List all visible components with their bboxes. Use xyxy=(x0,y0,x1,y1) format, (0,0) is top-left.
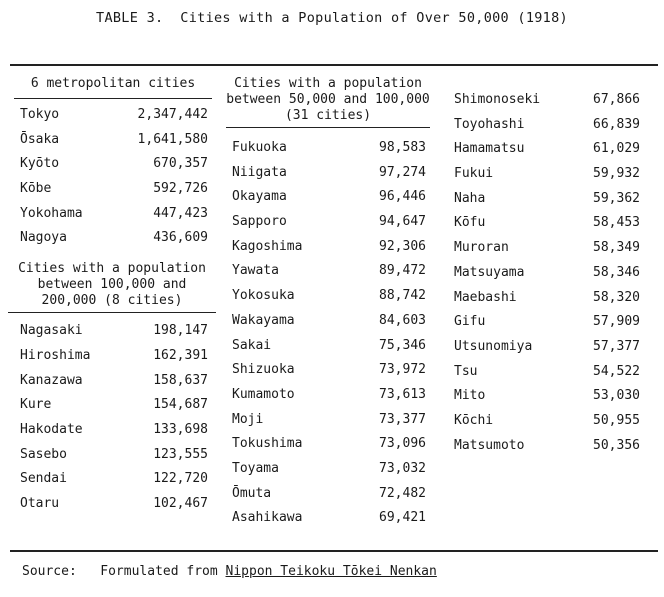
city-name: Kagoshima xyxy=(232,238,303,254)
population-value: 436,609 xyxy=(153,230,208,246)
city-name: Ōsaka xyxy=(20,131,60,147)
population-value: 73,613 xyxy=(379,386,426,402)
city-name: Shizuoka xyxy=(232,362,295,378)
city-name: Moji xyxy=(232,411,264,427)
column-right xyxy=(448,64,644,458)
population-value: 72,482 xyxy=(379,485,426,501)
population-value: 447,423 xyxy=(153,205,208,221)
city-name: Maebashi xyxy=(454,289,517,305)
city-name: Toyama xyxy=(232,460,279,476)
population-value: 92,306 xyxy=(379,238,426,254)
table-row xyxy=(226,358,430,383)
city-name: Asahikawa xyxy=(232,510,303,526)
population-value: 75,346 xyxy=(379,337,426,353)
table-row xyxy=(14,492,212,517)
city-name: Naha xyxy=(454,190,486,206)
city-name: Sendai xyxy=(20,471,67,487)
city-name: Yokohama xyxy=(20,205,83,221)
small-list-b xyxy=(448,88,644,458)
population-value: 57,909 xyxy=(593,314,640,330)
population-value: 1,641,580 xyxy=(137,131,208,147)
city-name: Sapporo xyxy=(232,214,287,230)
city-name: Kure xyxy=(20,397,52,413)
table-row xyxy=(226,284,430,309)
table-row xyxy=(448,409,644,434)
population-value: 50,356 xyxy=(593,437,640,453)
table-row xyxy=(226,136,430,161)
table-row xyxy=(14,319,212,344)
city-name: Kumamoto xyxy=(232,386,295,402)
population-value: 122,720 xyxy=(153,471,208,487)
population-value: 57,377 xyxy=(593,338,640,354)
metropolitan-heading xyxy=(14,73,212,99)
population-value: 198,147 xyxy=(153,323,208,339)
city-name: Ōmuta xyxy=(232,485,272,501)
table-row xyxy=(14,152,212,177)
table-row xyxy=(226,235,430,260)
city-name: Nagasaki xyxy=(20,323,83,339)
city-name: Gifu xyxy=(454,314,486,330)
population-value: 88,742 xyxy=(379,288,426,304)
city-name: Kanazawa xyxy=(20,372,83,388)
table-row xyxy=(448,88,644,113)
column-middle xyxy=(226,64,430,531)
population-value: 61,029 xyxy=(593,141,640,157)
city-name: Kōfu xyxy=(454,215,486,231)
city-name: Okayama xyxy=(232,189,287,205)
population-value: 50,955 xyxy=(593,412,640,428)
population-value: 59,932 xyxy=(593,166,640,182)
table-row xyxy=(14,467,212,492)
population-value: 96,446 xyxy=(379,189,426,205)
table-row xyxy=(14,418,212,443)
city-name: Kōchi xyxy=(454,412,494,428)
population-value: 98,583 xyxy=(379,140,426,155)
population-value: 133,698 xyxy=(153,421,208,437)
mid-heading-text: Cities with a population between 100,000 and 200,000 (8 cities) xyxy=(18,261,206,309)
city-name: Utsunomiya xyxy=(454,338,533,354)
table-row xyxy=(448,162,644,187)
table-row xyxy=(448,360,644,385)
city-name: Kyōto xyxy=(20,156,60,172)
source-label: Source: xyxy=(22,564,77,579)
table-row xyxy=(14,202,212,227)
city-name: Nagoya xyxy=(20,230,67,246)
metropolitan-list xyxy=(14,103,212,251)
table-row xyxy=(448,384,644,409)
population-value: 162,391 xyxy=(153,347,208,363)
table-row xyxy=(226,185,430,210)
population-value: 58,349 xyxy=(593,240,640,256)
table-row xyxy=(14,177,212,202)
population-value: 154,687 xyxy=(153,397,208,413)
population-value: 73,972 xyxy=(379,362,426,378)
table-row xyxy=(14,226,212,251)
city-name: Tokyo xyxy=(20,107,60,122)
table-row xyxy=(14,369,212,394)
table-row xyxy=(448,261,644,286)
table-row xyxy=(226,383,430,408)
table-row xyxy=(226,432,430,457)
table-row xyxy=(448,335,644,360)
city-name: Hiroshima xyxy=(20,347,91,363)
population-value: 2,347,442 xyxy=(137,107,208,122)
city-name: Shimonoseki xyxy=(454,92,541,107)
table-row xyxy=(226,408,430,433)
population-value: 102,467 xyxy=(153,495,208,511)
population-value: 66,839 xyxy=(593,116,640,132)
table-row xyxy=(226,457,430,482)
city-name: Hamamatsu xyxy=(454,141,525,157)
population-value: 53,030 xyxy=(593,388,640,404)
source-note xyxy=(22,564,437,579)
city-name: Fukuoka xyxy=(232,140,287,155)
table-row xyxy=(14,344,212,369)
mid-list xyxy=(14,319,212,517)
table-row xyxy=(448,211,644,236)
table-title: TABLE 3. Cities with a Population of Over 50,000 (1918) xyxy=(96,10,568,26)
table-row xyxy=(226,309,430,334)
city-name: Kōbe xyxy=(20,181,52,197)
table-row xyxy=(448,137,644,162)
table-row xyxy=(14,128,212,153)
table-row xyxy=(14,103,212,128)
city-name: Sasebo xyxy=(20,446,67,462)
table-row xyxy=(226,334,430,359)
table-row xyxy=(448,236,644,261)
population-value: 670,357 xyxy=(153,156,208,172)
population-value: 94,647 xyxy=(379,214,426,230)
source-book: Nippon Teikoku Tōkei Nenkan xyxy=(225,564,437,579)
small-list-a xyxy=(226,136,430,531)
city-name: Muroran xyxy=(454,240,509,256)
city-name: Hakodate xyxy=(20,421,83,437)
column-left xyxy=(14,64,212,517)
population-value: 84,603 xyxy=(379,312,426,328)
table-row xyxy=(226,259,430,284)
city-name: Tokushima xyxy=(232,436,303,452)
small-heading xyxy=(226,76,430,128)
table-row xyxy=(226,210,430,235)
population-value: 592,726 xyxy=(153,181,208,197)
table-row xyxy=(448,286,644,311)
population-value: 73,377 xyxy=(379,411,426,427)
population-value: 123,555 xyxy=(153,446,208,462)
population-value: 54,522 xyxy=(593,363,640,379)
table-row xyxy=(448,113,644,138)
city-name: Matsumoto xyxy=(454,437,525,453)
city-name: Sakai xyxy=(232,337,272,353)
table-row xyxy=(448,434,644,459)
city-name: Niigata xyxy=(232,164,287,180)
table-row xyxy=(448,187,644,212)
population-value: 97,274 xyxy=(379,164,426,180)
table-row xyxy=(226,161,430,186)
table-row xyxy=(226,506,430,531)
population-value: 158,637 xyxy=(153,372,208,388)
population-value: 59,362 xyxy=(593,190,640,206)
population-value: 67,866 xyxy=(593,92,640,107)
metropolitan-heading-text: 6 metropolitan cities xyxy=(30,76,196,91)
city-name: Fukui xyxy=(454,166,494,182)
population-value: 58,453 xyxy=(593,215,640,231)
city-name: Toyohashi xyxy=(454,116,525,132)
city-name: Yokosuka xyxy=(232,288,295,304)
population-value: 89,472 xyxy=(379,263,426,279)
mid-heading xyxy=(8,261,216,313)
city-name: Otaru xyxy=(20,495,60,511)
city-name: Wakayama xyxy=(232,312,295,328)
small-heading-text: Cities with a population between 50,000 and 100,000 (31 cities) xyxy=(226,76,430,123)
source-prefix: Formulated from xyxy=(100,564,218,579)
population-value: 58,346 xyxy=(593,264,640,280)
population-value: 69,421 xyxy=(379,510,426,526)
city-name: Tsu xyxy=(454,363,478,379)
table-row xyxy=(226,482,430,507)
city-name: Mito xyxy=(454,388,486,404)
table-row xyxy=(14,443,212,468)
population-value: 73,032 xyxy=(379,460,426,476)
population-value: 73,096 xyxy=(379,436,426,452)
table-row xyxy=(14,393,212,418)
bottom-rule xyxy=(10,550,658,552)
population-value: 58,320 xyxy=(593,289,640,305)
city-name: Matsuyama xyxy=(454,264,525,280)
city-name: Yawata xyxy=(232,263,279,279)
table-row xyxy=(448,310,644,335)
